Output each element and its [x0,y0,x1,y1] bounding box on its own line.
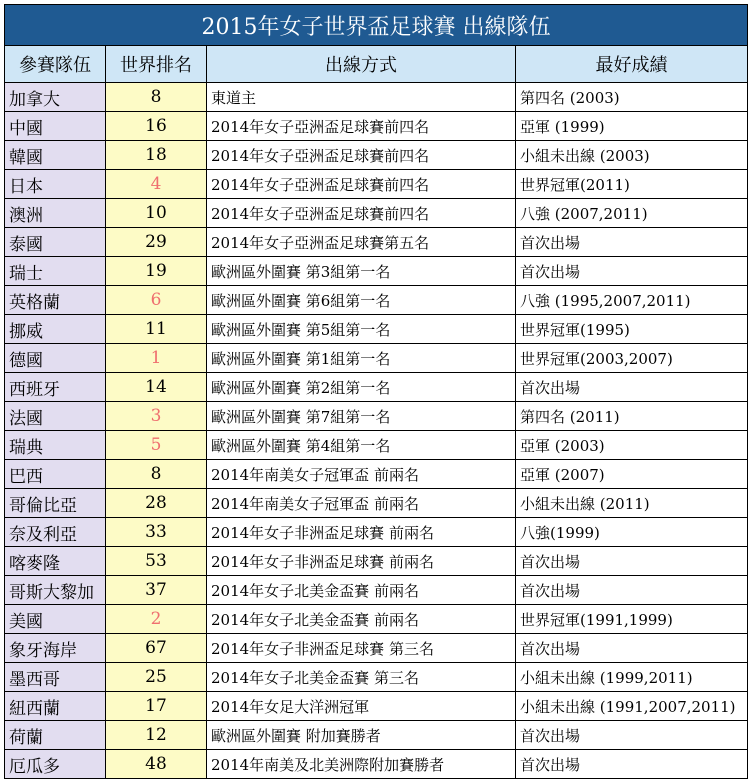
qualification-cell: 歐洲區外圍賽 第4組第一名 [207,431,516,460]
best-result-cell: 世界冠軍(1991,1999) [516,605,748,634]
rank-cell: 48 [106,750,207,779]
team-cell: 挪威 [5,315,106,344]
qualification-cell: 2014年女子非洲盃足球賽 前兩名 [207,547,516,576]
best-result-cell: 八強(1999) [516,518,748,547]
best-result-cell: 首次出場 [516,634,748,663]
qualification-cell: 2014年女足大洋洲冠軍 [207,692,516,721]
team-cell: 哥斯大黎加 [5,576,106,605]
team-cell: 法國 [5,402,106,431]
qualification-cell: 歐洲區外圍賽 第3組第一名 [207,257,516,286]
table-row [5,634,748,663]
best-result-cell: 小組未出線 (2003) [516,141,748,170]
table-row [5,576,748,605]
table-row [5,344,748,373]
qualification-cell: 歐洲區外圍賽 第2組第一名 [207,373,516,402]
title-row [5,5,748,46]
table-row [5,83,748,112]
rank-cell: 2 [106,605,207,634]
table-row [5,750,748,779]
rank-cell: 1 [106,344,207,373]
rank-cell: 33 [106,518,207,547]
team-cell: 中國 [5,112,106,141]
rank-cell: 4 [106,170,207,199]
rank-cell: 8 [106,83,207,112]
table-row [5,460,748,489]
best-result-cell: 首次出場 [516,750,748,779]
team-cell: 泰國 [5,228,106,257]
best-result-cell: 小組未出線 (2011) [516,489,748,518]
rank-cell: 18 [106,141,207,170]
table-row [5,402,748,431]
qualification-cell: 2014年南美及北美洲際附加賽勝者 [207,750,516,779]
rank-cell: 3 [106,402,207,431]
table-row [5,605,748,634]
rank-cell: 10 [106,199,207,228]
best-result-cell: 小組未出線 (1991,2007,2011) [516,692,748,721]
header-team: 參賽隊伍 [5,46,106,83]
qualification-cell: 歐洲區外圍賽 第5組第一名 [207,315,516,344]
team-cell: 荷蘭 [5,721,106,750]
qualification-cell: 2014年女子亞洲盃足球賽前四名 [207,199,516,228]
best-result-cell: 首次出場 [516,576,748,605]
table-row [5,489,748,518]
team-cell: 墨西哥 [5,663,106,692]
team-cell: 英格蘭 [5,286,106,315]
qualification-cell: 2014年女子亞洲盃足球賽前四名 [207,141,516,170]
qualification-cell: 歐洲區外圍賽 第7組第一名 [207,402,516,431]
best-result-cell: 亞軍 (2007) [516,460,748,489]
rank-cell: 8 [106,460,207,489]
best-result-cell: 首次出場 [516,257,748,286]
team-cell: 象牙海岸 [5,634,106,663]
qualification-cell: 2014年女子北美金盃賽 第三名 [207,663,516,692]
team-cell: 瑞士 [5,257,106,286]
team-cell: 哥倫比亞 [5,489,106,518]
best-result-cell: 世界冠軍(2011) [516,170,748,199]
team-cell: 韓國 [5,141,106,170]
rank-cell: 16 [106,112,207,141]
best-result-cell: 八強 (1995,2007,2011) [516,286,748,315]
best-result-cell: 首次出場 [516,228,748,257]
rank-cell: 25 [106,663,207,692]
table-row [5,286,748,315]
team-cell: 美國 [5,605,106,634]
rank-cell: 12 [106,721,207,750]
qualification-cell: 2014年女子北美金盃賽 前兩名 [207,576,516,605]
qualification-cell: 2014年南美女子冠軍盃 前兩名 [207,489,516,518]
team-cell: 巴西 [5,460,106,489]
header-qualification: 出線方式 [207,46,516,83]
best-result-cell: 亞軍 (1999) [516,112,748,141]
best-result-cell: 第四名 (2011) [516,402,748,431]
best-result-cell: 首次出場 [516,373,748,402]
team-cell: 奈及利亞 [5,518,106,547]
team-cell: 德國 [5,344,106,373]
table-row [5,721,748,750]
rank-cell: 17 [106,692,207,721]
best-result-cell: 首次出場 [516,721,748,750]
team-cell: 喀麥隆 [5,547,106,576]
best-result-cell: 小組未出線 (1999,2011) [516,663,748,692]
best-result-cell: 首次出場 [516,547,748,576]
table-row [5,228,748,257]
table-row [5,257,748,286]
qualification-cell: 2014年女子亞洲盃足球賽前四名 [207,112,516,141]
team-cell: 厄瓜多 [5,750,106,779]
table-row [5,663,748,692]
table-row [5,170,748,199]
table-row [5,518,748,547]
table-row [5,141,748,170]
qualification-cell: 歐洲區外圍賽 附加賽勝者 [207,721,516,750]
qualification-cell: 2014年女子非洲盃足球賽 前兩名 [207,518,516,547]
rank-cell: 67 [106,634,207,663]
table-row [5,199,748,228]
table-row [5,431,748,460]
qualification-cell: 歐洲區外圍賽 第6組第一名 [207,286,516,315]
rank-cell: 6 [106,286,207,315]
best-result-cell: 第四名 (2003) [516,83,748,112]
table-row [5,547,748,576]
qualification-cell: 歐洲區外圍賽 第1組第一名 [207,344,516,373]
table-row [5,112,748,141]
header-row [5,46,748,83]
rank-cell: 5 [106,431,207,460]
rank-cell: 29 [106,228,207,257]
team-cell: 西班牙 [5,373,106,402]
team-cell: 加拿大 [5,83,106,112]
qualification-cell: 2014年女子亞洲盃足球賽第五名 [207,228,516,257]
qualified-teams-table [4,4,748,779]
qualification-cell: 2014年女子非洲盃足球賽 第三名 [207,634,516,663]
table-row [5,373,748,402]
rank-cell: 11 [106,315,207,344]
table-row [5,315,748,344]
qualification-cell: 東道主 [207,83,516,112]
qualification-cell: 2014年南美女子冠軍盃 前兩名 [207,460,516,489]
team-cell: 瑞典 [5,431,106,460]
header-best-result: 最好成績 [516,46,748,83]
table-title: 2015年女子世界盃足球賽 出線隊伍 [5,5,748,46]
rank-cell: 53 [106,547,207,576]
header-rank: 世界排名 [106,46,207,83]
rank-cell: 19 [106,257,207,286]
qualification-cell: 2014年女子亞洲盃足球賽前四名 [207,170,516,199]
best-result-cell: 亞軍 (2003) [516,431,748,460]
best-result-cell: 世界冠軍(1995) [516,315,748,344]
team-cell: 日本 [5,170,106,199]
best-result-cell: 八強 (2007,2011) [516,199,748,228]
qualification-cell: 2014年女子北美金盃賽 前兩名 [207,605,516,634]
team-cell: 澳洲 [5,199,106,228]
rank-cell: 14 [106,373,207,402]
rank-cell: 28 [106,489,207,518]
table-row [5,692,748,721]
team-cell: 紐西蘭 [5,692,106,721]
best-result-cell: 世界冠軍(2003,2007) [516,344,748,373]
rank-cell: 37 [106,576,207,605]
